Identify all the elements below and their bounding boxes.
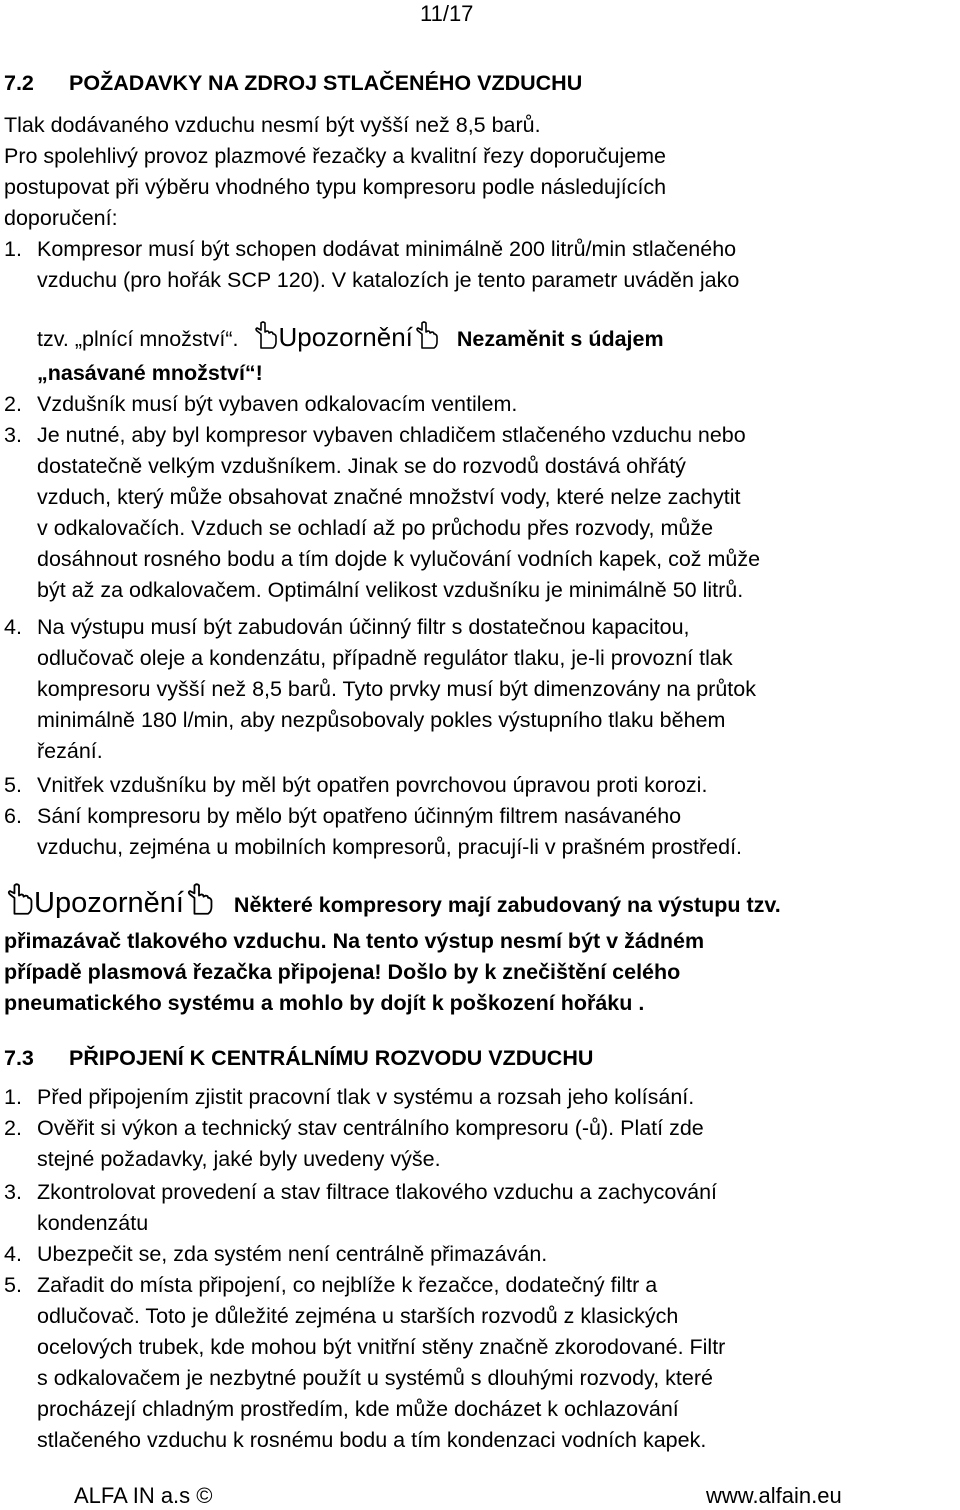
list-item-line: Kompresor musí být schopen dodávat minimálně 200 litrů/min stlačeného	[37, 237, 737, 261]
pointing-hand-icon	[184, 882, 214, 929]
list-item-line: odlučovač. Toto je důležité zejména u starších rozvodů z klasických	[37, 1304, 679, 1328]
list-item-line: být až za odkalovačem. Optimální velikost vzdušníku je minimálně 50 litrů.	[37, 578, 744, 602]
section-heading-7-2	[4, 68, 582, 98]
list-number: 3.	[4, 423, 22, 447]
list-item-line: kompresoru vyšší než 8,5 barů. Tyto prvky musí být dimenzovány na průtok	[37, 677, 756, 701]
pointing-hand-icon	[413, 320, 439, 362]
list-item-line: Vnitřek vzdušníku by měl být opatřen povrchovou úpravou proti korozi.	[37, 773, 708, 797]
list-number: 2.	[4, 392, 22, 416]
list-item-line: vzduch, který může obsahovat značné množství vody, které nelze zachytit	[37, 485, 741, 509]
section-title: POŽADAVKY NA ZDROJ STLAČENÉHO VZDUCHU	[69, 71, 583, 95]
list-item-line: Zkontrolovat provedení a stav filtrace tlakového vzduchu a zachycování	[37, 1180, 718, 1204]
list-item-line: Před připojením zjistit pracovní tlak v systému a rozsah jeho kolísání.	[37, 1085, 695, 1109]
list-item-line: kondenzátu	[37, 1211, 149, 1235]
list-item-line: minimálně 180 l/min, aby nezpůsobovaly pokles výstupního tlaku během	[37, 708, 726, 732]
section-number: 7.2	[4, 71, 34, 95]
intro-line: Pro spolehlivý provoz plazmové řezačky a kvalitní řezy doporučujeme	[4, 144, 667, 168]
section-number: 7.3	[4, 1046, 34, 1070]
list-item-line: odlučovač oleje a kondenzátu, případně regulátor tlaku, je-li provozní tlak	[37, 646, 733, 670]
list-item-line: stejné požadavky, jaké byly uvedeny výše.	[37, 1147, 441, 1171]
list-item-line: procházejí chladným prostředím, kde může docházet k ochlazování	[37, 1397, 679, 1421]
list-number: 5.	[4, 773, 22, 797]
warning-text: pneumatického systému a mohlo by dojít k poškození hořáku .	[4, 991, 645, 1015]
warning-text: Některé kompresory mají zabudovaný na výstupu tzv.	[233, 893, 781, 917]
list-item-line: Je nutné, aby byl kompresor vybaven chladičem stlačeného vzduchu nebo	[37, 423, 746, 447]
intro-line: doporučení:	[4, 206, 118, 230]
list-item-line: vzduchu, zejména u mobilních kompresorů, pracují-li v prašném prostředí.	[37, 835, 743, 859]
list-number: 1.	[4, 237, 22, 261]
list-number: 1.	[4, 1085, 22, 1109]
list-number: 4.	[4, 1242, 22, 1266]
list-item-line: řezání.	[37, 739, 103, 763]
list-number: 6.	[4, 804, 22, 828]
intro-line: postupovat při výběru vhodného typu kompresoru podle následujících	[4, 175, 667, 199]
list-item-line: Ověřit si výkon a technický stav centrálního kompresoru (-ů). Platí zde	[37, 1116, 704, 1140]
item1-warning-row	[37, 318, 664, 362]
list-item-line: ocelových trubek, kde mohou být vnitřní stěny značně zkorodované. Filtr	[37, 1335, 726, 1359]
warning-text: Nezaměnit s údajem	[456, 327, 664, 351]
list-item-line: s odkalovačem je nezbytné použít u systémů s dlouhými rozvody, které	[37, 1366, 713, 1390]
list-number: 2.	[4, 1116, 22, 1140]
warning-label: Upozornění	[278, 322, 413, 352]
footer-website: www.alfain.eu	[706, 1483, 842, 1508]
warning-text: přimazávač tlakového vzduchu. Na tento výstup nesmí být v žádném	[4, 929, 705, 953]
list-number: 3.	[4, 1180, 22, 1204]
section-heading-7-3	[4, 1043, 593, 1073]
warning-label: Upozornění	[34, 887, 184, 919]
pointing-hand-icon	[4, 882, 34, 929]
list-number: 4.	[4, 615, 22, 639]
warning-text: „nasávané množství“!	[37, 361, 263, 385]
section-title: PŘIPOJENÍ K CENTRÁLNÍMU ROZVODU VZDUCHU	[69, 1046, 594, 1070]
footer-company: ALFA IN a.s ©	[74, 1483, 213, 1508]
list-item-line: dostatečně velkým vzdušníkem. Jinak se do rozvodů dostává ohřátý	[37, 454, 686, 478]
page-number: 11/17	[420, 1, 474, 26]
list-item-line: Zařadit do místa připojení, co nejblíže k řezačce, dodatečný filtr a	[37, 1273, 658, 1297]
list-item-line: vzduchu (pro hořák SCP 120). V katalozích je tento parametr uváděn jako	[37, 268, 740, 292]
item1-line3-prefix: tzv. „plnící množství“.	[37, 327, 239, 351]
list-item-line: Ubezpečit se, zda systém není centrálně přimazáván.	[37, 1242, 548, 1266]
intro-line: Tlak dodávaného vzduchu nesmí být vyšší než 8,5 barů.	[4, 113, 541, 137]
list-item-line: Sání kompresoru by mělo být opatřeno účinným filtrem nasávaného	[37, 804, 682, 828]
list-number: 5.	[4, 1273, 22, 1297]
list-item-line: Vzdušník musí být vybaven odkalovacím ventilem.	[37, 392, 518, 416]
list-item-line: dosáhnout rosného bodu a tím dojde k vylučování vodních kapek, což může	[37, 547, 761, 571]
warning-text: případě plasmová řezačka připojena! Došlo by k znečištění celého	[4, 960, 681, 984]
list-item-line: v odkalovačích. Vzduch se ochladí až po průchodu přes rozvody, může	[37, 516, 714, 540]
warning-block-header	[4, 882, 781, 929]
list-item-line: stlačeného vzduchu k rosnému bodu a tím kondenzaci vodních kapek.	[37, 1428, 707, 1452]
pointing-hand-icon	[252, 320, 278, 362]
list-item-line: Na výstupu musí být zabudován účinný filtr s dostatečnou kapacitou,	[37, 615, 690, 639]
